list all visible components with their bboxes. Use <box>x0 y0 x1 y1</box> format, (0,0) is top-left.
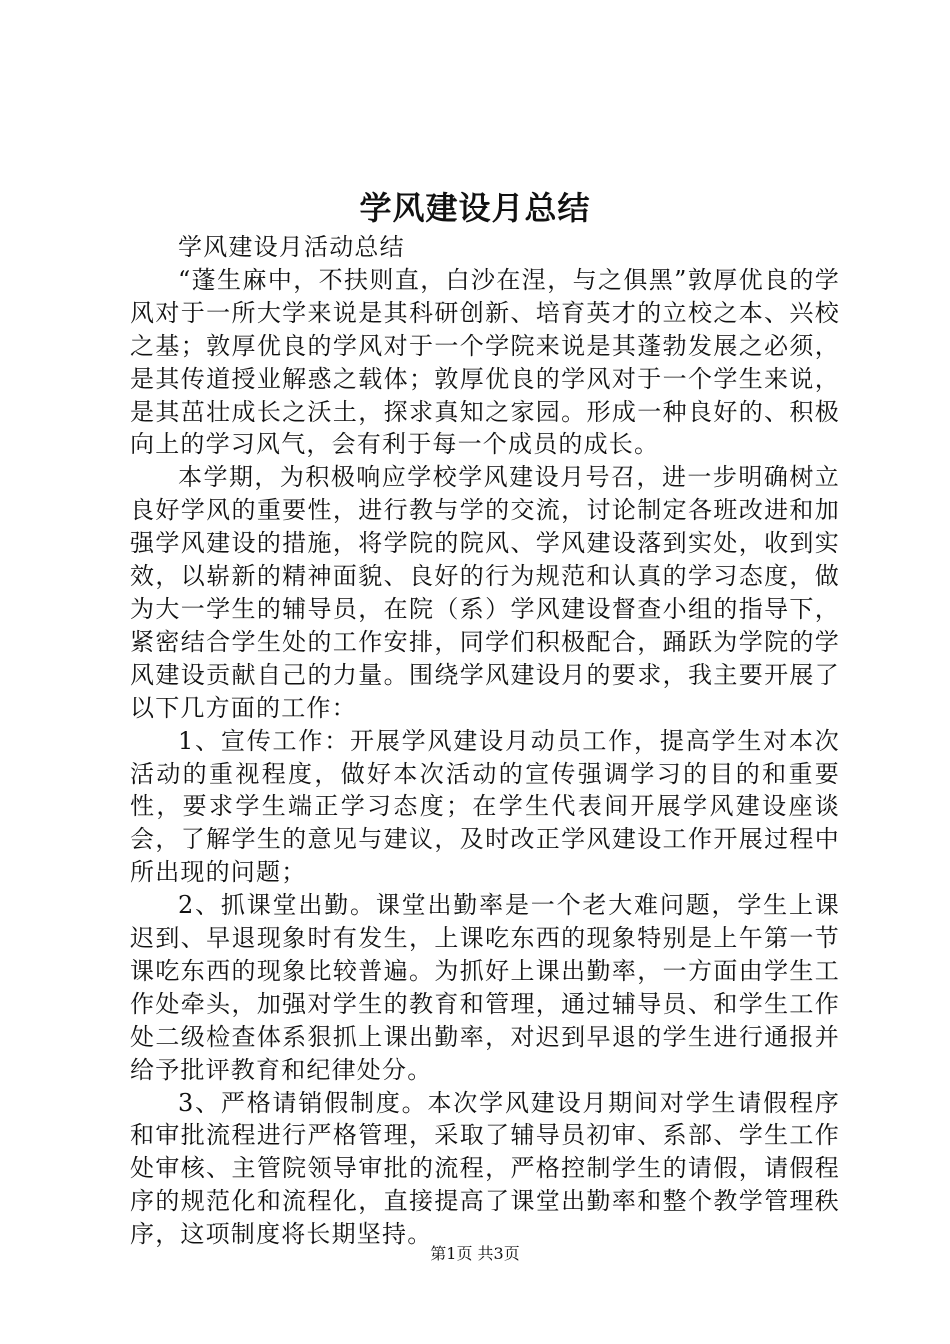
paragraph-semester: 本学期，为积极响应学校学风建设月号召，进一步明确树立良好学风的重要性，进行教与学的交流，讨论制定各班改进和加强学风建设的措施，将学院的院风、学风建设落到实处，收到实效，以崭新的精神面貌、良好的行为规范和认真的学习态度，做为大一学生的辅导员，在院（系）学风建设督查小组的指导下，紧密结合学生处的工作安排，同学们积极配合，踊跃为学院的学风建设贡献自己的力量。围绕学风建设月的要求，我主要开展了以下几方面的工作： <box>130 463 840 722</box>
paragraph-intro: “蓬生麻中，不扶则直，白沙在涅，与之俱黑”敦厚优良的学风对于一所大学来说是其科研创新、培育英才的立校之本、兴校之基；敦厚优良的学风对于一个学院来说是其蓬勃发展之必须，是其传道授业解惑之载体；敦厚优良的学风对于一个学生来说，是其茁壮成长之沃土，探求真知之家园。形成一种良好的、积极向上的学习风气，会有利于每一个成员的成长。 <box>130 265 840 459</box>
document-title: 学风建设月总结 <box>359 189 591 227</box>
paragraph-subtitle: 学风建设月活动总结 <box>178 233 405 261</box>
paragraph-item-3: 3、严格请销假制度。本次学风建设月期间对学生请假程序和审批流程进行严格管理，采取了辅导员初审、系部、学生工作处审核、主管院领导审批的流程，严格控制学生的请假，请假程序的规范化和流程化，直接提高了课堂出勤率和整个教学管理秩序，这项制度将长期坚持。 <box>130 1088 840 1249</box>
paragraph-item-2: 2、抓课堂出勤。课堂出勤率是一个老大难问题，学生上课迟到、早退现象时有发生，上课吃东西的现象特别是上午第一节课吃东西的现象比较普遍。为抓好上课出勤率，一方面由学生工作处牵头，加强对学生的教育和管理，通过辅导员、和学生工作处二级检查体系狠抓上课出勤率，对迟到早退的学生进行通报并给予批评教育和纪律处分。 <box>130 891 840 1084</box>
document-body <box>130 231 840 1251</box>
page-number-footer: 第1页 共3页 <box>430 1244 520 1263</box>
paragraph-item-1: 1、宣传工作：开展学风建设月动员工作，提高学生对本次活动的重视程度，做好本次活动的宣传强调学习的目的和重要性，要求学生端正学习态度；在学生代表间开展学风建设座谈会，了解学生的意见与建议，及时改正学风建设工作开展过程中所出现的问题； <box>130 726 840 887</box>
